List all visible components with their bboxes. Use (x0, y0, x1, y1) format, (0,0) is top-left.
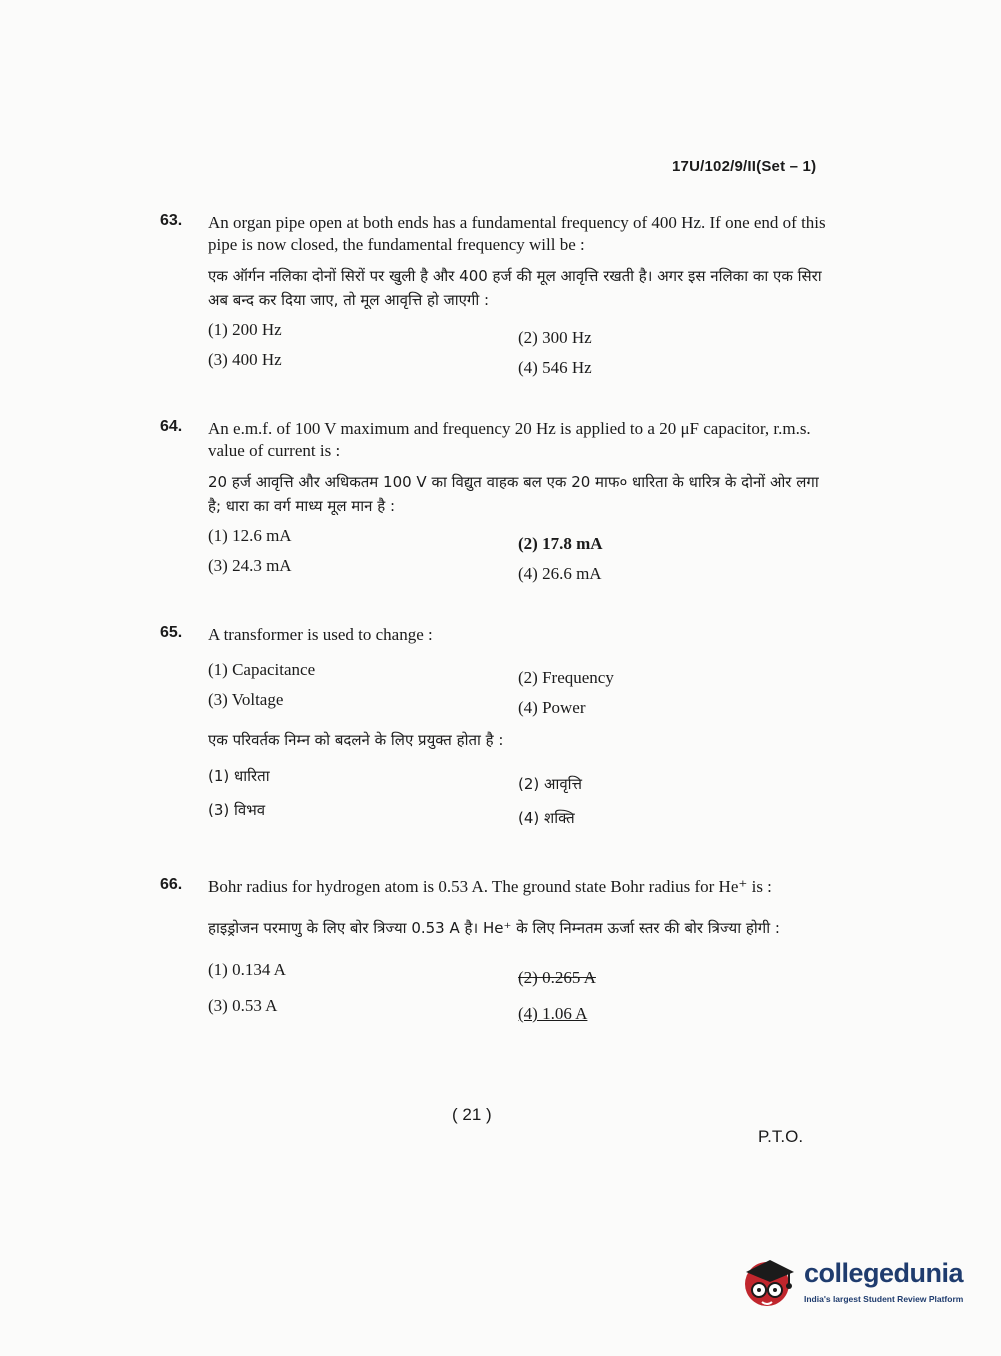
option-3: (3) 24.3 mA (208, 556, 292, 575)
question-number: 64. (160, 418, 183, 435)
option-1-hi: (1) धारिता (208, 767, 270, 785)
question-text-hi: एक परिवर्तक निम्न को बदलने के लिए प्रयुक्त होता है : (208, 731, 504, 749)
option-2: (2) 300 Hz (518, 328, 592, 347)
option-4: (4) 1.06 A (518, 1004, 588, 1023)
options (208, 320, 832, 377)
brand-name: collegedunia (804, 1258, 964, 1288)
option-3: (3) Voltage (208, 690, 284, 709)
options (208, 660, 832, 717)
option-1: (1) 12.6 mA (208, 526, 292, 545)
pto-label: P.T.O. (758, 1127, 804, 1146)
option-3: (3) 0.53 A (208, 996, 278, 1015)
question-text-hi: एक ऑर्गन नलिका दोनों सिरों पर खुली है और 400 हर्ज की मूल आवृत्ति रखती है। अगर इस नलिका का एक सिरा अब बन्द कर दिया जाए, तो मूल आवृत्ति हो जाएगी : (208, 267, 822, 309)
question-text-en: An e.m.f. of 100 V maximum and frequency 20 Hz is applied to a 20 μF capacitor, r.m.s. value of current is : (208, 419, 811, 460)
option-3-hi: (3) विभव (208, 801, 266, 819)
question-65 (160, 624, 832, 827)
question-64 (160, 418, 832, 583)
student-mascot-icon (740, 1250, 798, 1314)
option-3: (3) 400 Hz (208, 350, 282, 369)
option-4: (4) 26.6 mA (518, 564, 602, 583)
options-hindi (208, 766, 832, 827)
option-4: (4) 546 Hz (518, 358, 592, 377)
option-4-hi: (4) शक्ति (518, 809, 575, 827)
question-63 (160, 212, 832, 377)
page-number: ( 21 ) (452, 1105, 492, 1124)
options (208, 526, 832, 583)
option-2: (2) Frequency (518, 668, 614, 687)
question-text-hi: हाइड्रोजन परमाणु के लिए बोर त्रिज्या 0.53 A है। He⁺ के लिए निम्नतम ऊर्जा स्तर की बोर त्रिज्या होगी : (208, 919, 780, 937)
question-text-en: Bohr radius for hydrogen atom is 0.53 A. The ground state Bohr radius for He⁺ is : (208, 877, 772, 896)
question-number: 63. (160, 212, 183, 229)
collegedunia-logo (740, 1250, 970, 1320)
question-text-en: A transformer is used to change : (208, 625, 433, 644)
question-number: 65. (160, 624, 183, 641)
options (208, 960, 832, 1023)
brand-tagline: India's largest Student Review Platform (804, 1294, 964, 1304)
option-2-hi: (2) आवृत्ति (518, 775, 582, 793)
option-1: (1) 0.134 A (208, 960, 286, 979)
option-1: (1) 200 Hz (208, 320, 282, 339)
option-1: (1) Capacitance (208, 660, 316, 679)
option-2: (2) 0.265 A (518, 968, 596, 987)
option-2: (2) 17.8 mA (518, 534, 603, 553)
question-text-hi: 20 हर्ज आवृत्ति और अधिकतम 100 V का विद्युत वाहक बल एक 20 माफ० धारिता के धारित्र के दोनों ओर लगा है; धारा का वर्ग माध्य मूल मान है : (208, 473, 819, 515)
question-66 (160, 876, 832, 1023)
paper-code: 17U/102/9/II(Set – 1) (672, 158, 817, 175)
question-text-en: An organ pipe open at both ends has a fundamental frequency of 400 Hz. If one end of this pipe is now closed, the fundamental frequency will be : (208, 213, 826, 254)
option-4: (4) Power (518, 698, 586, 717)
question-number: 66. (160, 876, 183, 893)
